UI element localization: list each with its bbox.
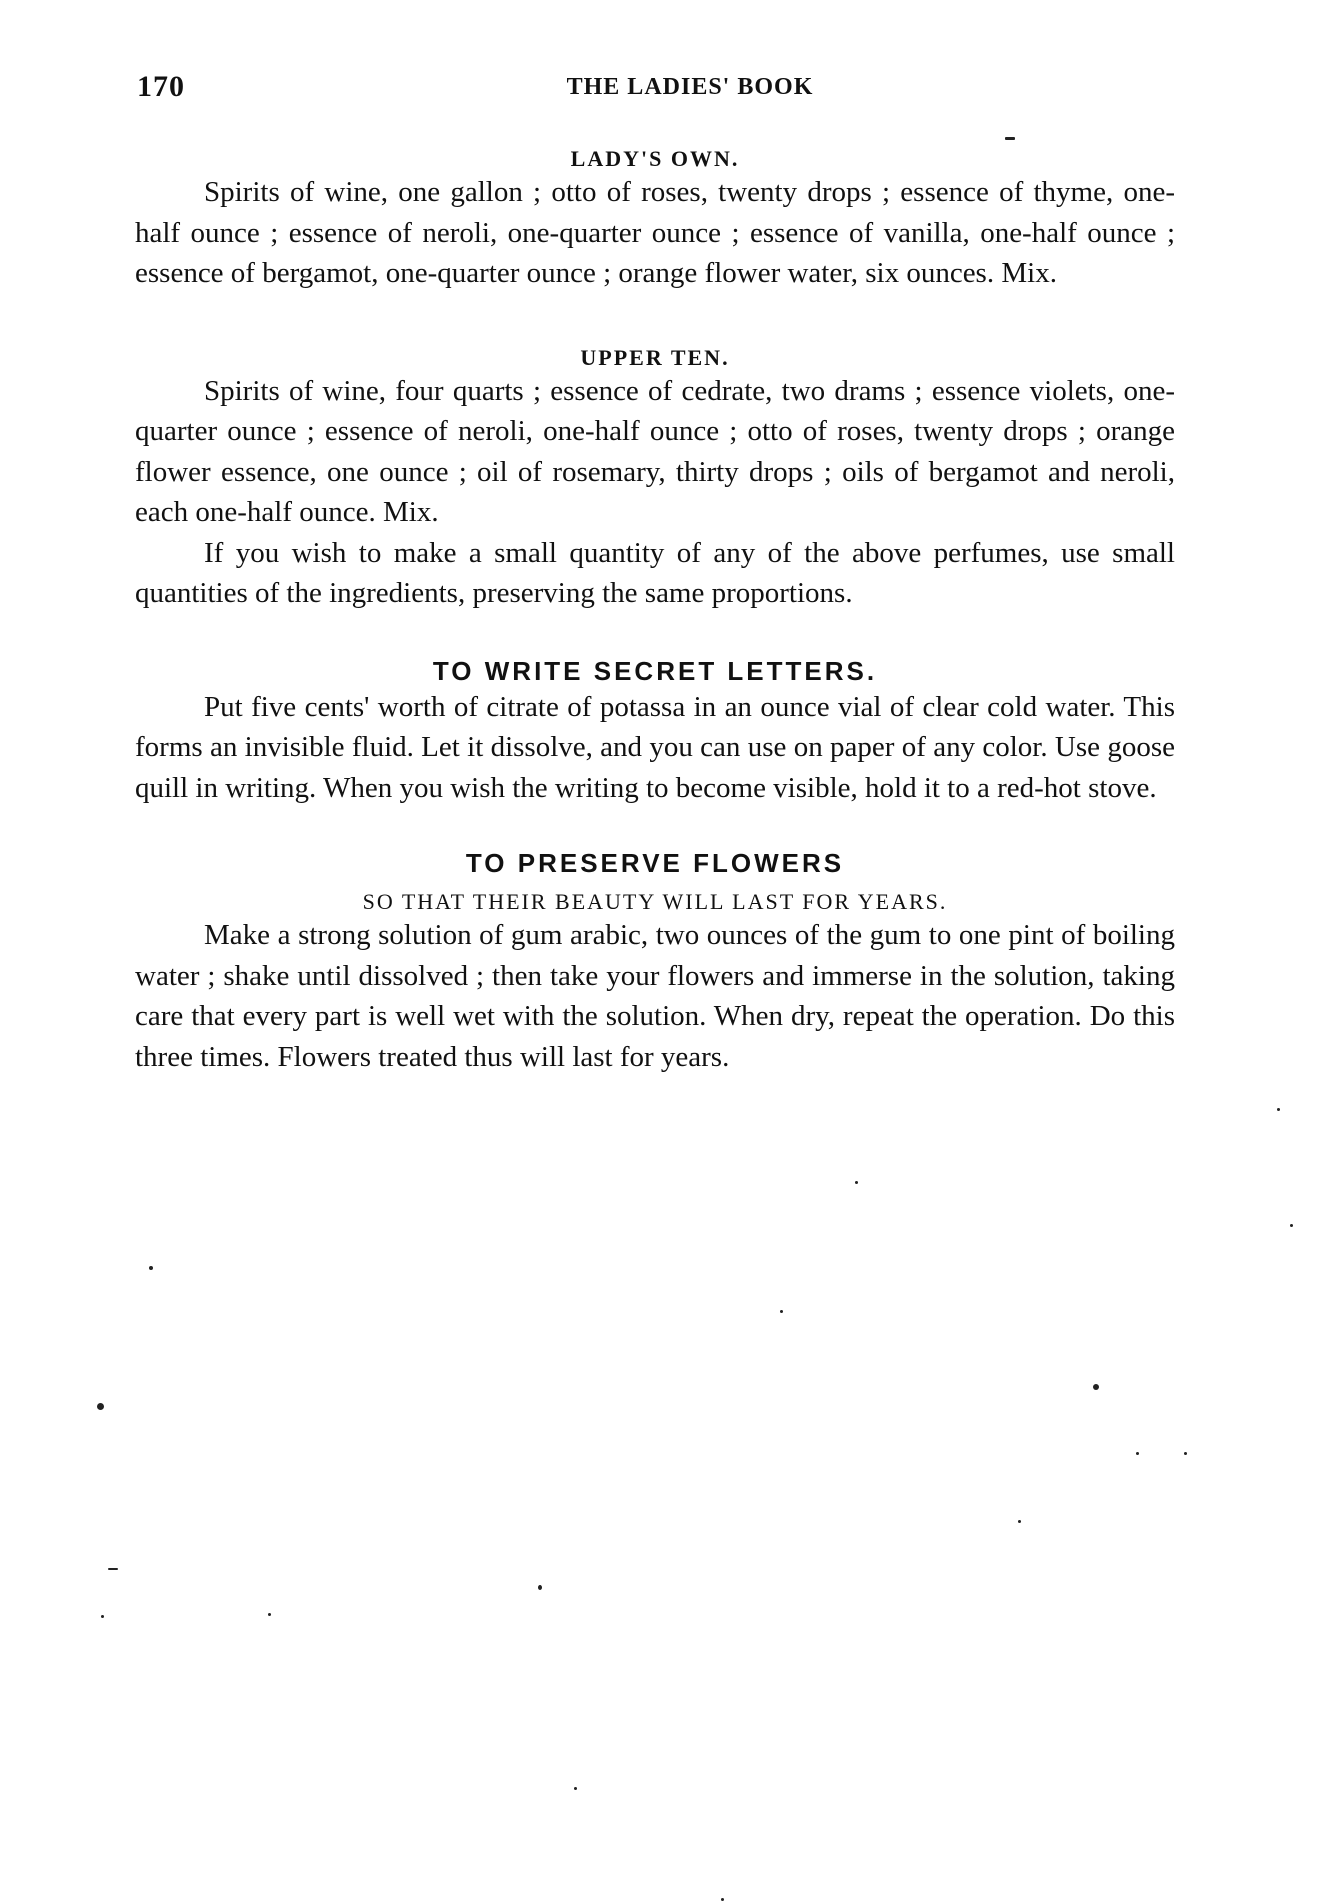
running-head bbox=[135, 70, 1185, 110]
recipe-secret-letters: Put five cents' worth of citrate of potassa in an ounce vial of clear cold water. This forms an invisible fluid. Let it dissolve, and you can use on paper of any color. Use goose quill in writing. When you wish the writing to become visible, hold it to a red-hot stove. bbox=[135, 690, 1175, 804]
page-content bbox=[135, 146, 1175, 1077]
note-quantities: If you wish to make a small quantity of any of the above perfumes, use small quantities of the ingredients, preserving the same proportions. bbox=[135, 536, 1175, 609]
section-heading-secret-letters: TO WRITE SECRET LETTERS. bbox=[432, 655, 878, 686]
recipe-ladys-own: Spirits of wine, one gallon ; otto of roses, twenty drops ; essence of thyme, one-half ounce ; essence of neroli, one-quarter ounce ; essence of vanilla, one-half ounce ; essence of bergamot, one-quarter ounce ; orange flower water, six ounces. Mix. bbox=[135, 176, 1175, 289]
section-heading-ladys-own: LADY'S OWN. bbox=[570, 146, 740, 171]
recipe-upper-ten: Spirits of wine, four quarts ; essence of cedrate, two drams ; essence violets, one-quarter ounce ; essence of neroli, one-half ounce ; otto of roses, twenty drops ; orange flower essence, one ounce ; oil of rosemary, thirty drops ; oils of bergamot and neroli, each one-half ounce. Mix. bbox=[135, 374, 1175, 528]
book-title: THE LADIES' BOOK bbox=[566, 74, 814, 100]
page-number: 170 bbox=[137, 70, 185, 103]
section-heading-preserve-flowers: TO PRESERVE FLOWERS bbox=[465, 848, 845, 878]
section-subheading-preserve-flowers: SO THAT THEIR BEAUTY WILL LAST FOR YEARS. bbox=[362, 889, 948, 914]
section-heading-upper-ten: UPPER TEN. bbox=[580, 344, 730, 370]
recipe-preserve-flowers: Make a strong solution of gum arabic, two ounces of the gum to one pint of boiling water ; shake until dissolved ; then take your flowers and immerse in the solution, taking care that every part is well wet with the solution. When dry, repeat the operation. Do this three times. Flowers treated thus will last for years. bbox=[135, 919, 1175, 1073]
